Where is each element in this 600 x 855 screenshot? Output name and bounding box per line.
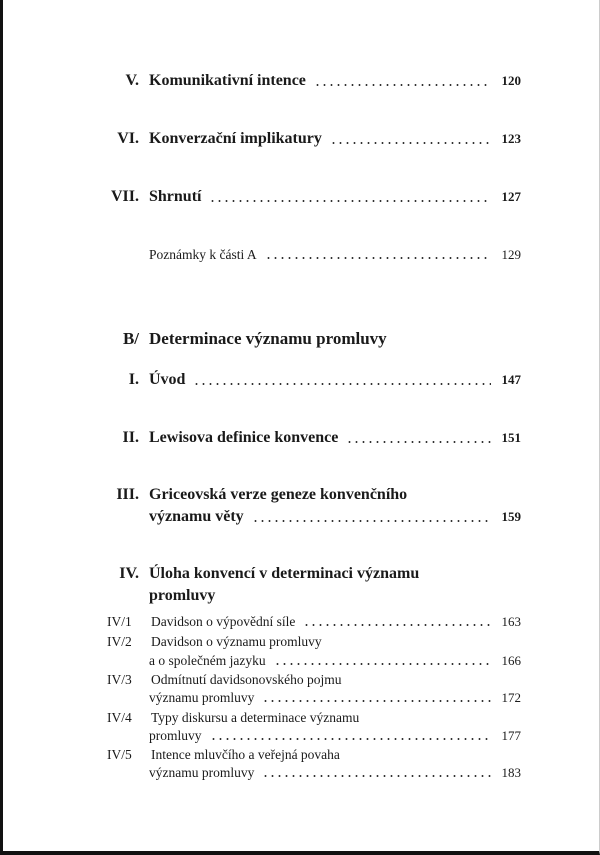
subentry-page: 183 <box>501 765 521 780</box>
subentry-title: Davidson o významu promluvy <box>151 634 322 649</box>
entry-title: významu věty <box>149 508 244 525</box>
part-title: Determinace významu promluvy <box>149 329 387 348</box>
subentry-page: 172 <box>501 690 521 705</box>
entry-title: Komunikativní intence <box>149 72 306 89</box>
subentry-number: IV/3 <box>107 672 132 687</box>
subentry-title: a o společném jazyku <box>149 653 266 668</box>
entry-number: V. <box>125 72 139 89</box>
toc-subentry-continuation <box>103 765 521 781</box>
entry-title: promluvy <box>149 587 216 604</box>
dot-leader <box>210 738 492 740</box>
subentry-title: Davidson o výpovědní síle <box>151 614 296 629</box>
subentry-page: 177 <box>501 728 521 743</box>
toc-subentry-continuation <box>103 728 521 744</box>
toc-subentry-continuation <box>103 690 521 706</box>
subentry-title: Intence mluvčího a veřejná povaha <box>151 747 340 762</box>
entry-page: 127 <box>501 189 521 204</box>
toc-subentry <box>103 672 521 688</box>
subentry-title: Odmítnutí davidsonovského pojmu <box>151 672 342 687</box>
entry-number: II. <box>122 429 139 446</box>
toc-subentry-continuation <box>103 653 521 669</box>
toc-entry <box>103 188 521 206</box>
dot-leader <box>209 200 491 202</box>
entry-number: I. <box>128 371 139 388</box>
toc-entry <box>103 486 521 504</box>
subentry-title: promluvy <box>149 728 202 743</box>
entry-title: Griceovská verze geneze konvenčního <box>149 486 408 503</box>
entry-number: III. <box>116 486 139 503</box>
dot-leader <box>252 520 491 522</box>
entry-number: IV. <box>119 565 139 582</box>
subentry-number: IV/4 <box>107 710 132 725</box>
toc-entry <box>103 565 521 583</box>
entry-page: 123 <box>501 131 521 146</box>
toc-subentry <box>103 634 521 650</box>
dot-leader <box>265 257 491 259</box>
entry-title: Úloha konvencí v determinaci významu <box>149 565 420 582</box>
subentry-page: 166 <box>501 653 521 668</box>
entry-number: VII. <box>110 188 139 205</box>
entry-page: 159 <box>501 509 521 524</box>
toc-subentry <box>103 710 521 726</box>
entry-page: 147 <box>501 372 521 387</box>
toc-entry <box>103 72 521 90</box>
part-number: B/ <box>122 329 139 348</box>
entry-title: Lewisova definice konvence <box>149 429 339 446</box>
entry-title: Poznámky k části A <box>149 247 257 262</box>
dot-leader <box>262 775 491 777</box>
entry-number: VI. <box>117 130 139 147</box>
toc-entry <box>103 429 521 447</box>
toc-entry <box>103 371 521 389</box>
toc-entry <box>103 130 521 148</box>
toc-entry-continuation <box>103 508 521 526</box>
toc-subentry <box>103 614 521 630</box>
entry-title: Shrnutí <box>149 188 202 205</box>
dot-leader <box>262 700 491 702</box>
subentry-page: 163 <box>501 614 521 629</box>
dot-leader <box>274 663 491 665</box>
toc-entry-notes <box>103 247 521 263</box>
entry-title: Úvod <box>149 371 186 388</box>
dot-leader <box>193 383 491 385</box>
entry-title: Konverzační implikatury <box>149 130 322 147</box>
subentry-title: významu promluvy <box>149 690 255 705</box>
entry-page: 120 <box>501 73 521 88</box>
dot-leader <box>346 441 491 443</box>
dot-leader <box>303 624 491 626</box>
subentry-number: IV/1 <box>107 614 132 629</box>
subentry-title: významu promluvy <box>149 765 255 780</box>
entry-page: 129 <box>501 247 521 262</box>
toc-entry-continuation <box>103 587 521 605</box>
entry-page: 151 <box>501 430 521 445</box>
dot-leader <box>330 142 491 144</box>
subentry-number: IV/2 <box>107 634 132 649</box>
toc-subentry <box>103 747 521 763</box>
part-heading <box>103 329 521 349</box>
dot-leader <box>314 84 491 86</box>
subentry-title: Typy diskursu a determinace významu <box>151 710 360 725</box>
subentry-number: IV/5 <box>107 747 132 762</box>
